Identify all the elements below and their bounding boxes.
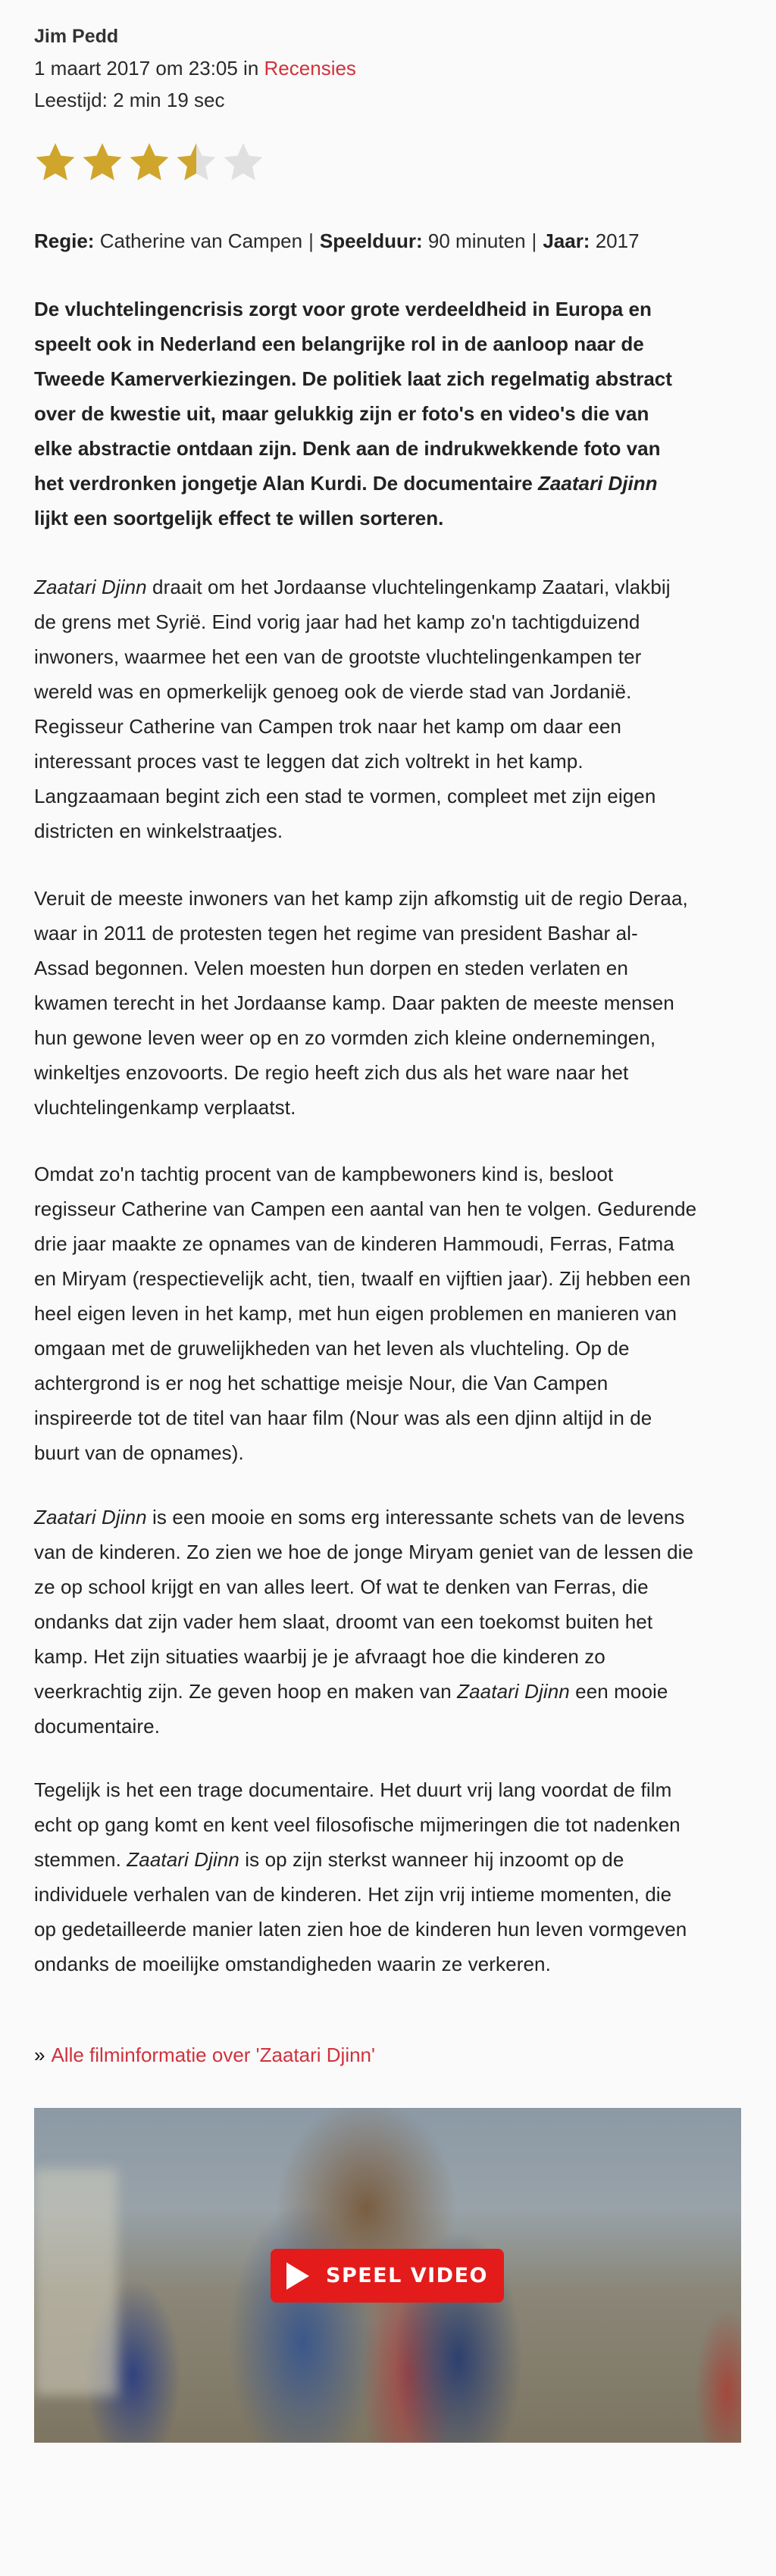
text-line <box>34 292 746 326</box>
director-value: Catherine van Campen <box>99 229 303 252</box>
text-line <box>34 916 746 951</box>
author-name: Jim Pedd <box>34 26 119 47</box>
text-segment: Veruit de meeste inwoners van het kamp zijn afkomstig uit de regio Deraa, <box>34 887 688 910</box>
text-line <box>34 396 746 431</box>
film-title-italic: Zaatari Djinn <box>538 472 658 495</box>
text-segment: veerkrachtig zijn. Ze geven hoop en maken van <box>34 1680 458 1703</box>
text-segment: omgaan met de gruwelijkheden van het leven als vluchteling. Op de <box>34 1337 630 1360</box>
body-paragraph <box>34 1157 746 1470</box>
text-line <box>34 1020 746 1055</box>
text-line <box>34 1842 746 1877</box>
text-segment: een mooie <box>569 1680 668 1703</box>
star-full-icon <box>34 141 77 183</box>
text-segment: documentaire. <box>34 1715 161 1738</box>
text-segment: heel eigen leven in het kamp, met hun eigen problemen en manieren van <box>34 1302 677 1325</box>
body-paragraph <box>34 1772 746 1981</box>
text-line <box>34 326 746 361</box>
text-line <box>34 1296 746 1331</box>
film-info-link[interactable]: Alle filminformatie over 'Zaatari Djinn' <box>51 2044 375 2066</box>
text-line <box>34 501 746 535</box>
text-line <box>34 1569 746 1604</box>
text-line <box>34 813 746 848</box>
play-icon <box>286 2262 309 2290</box>
film-title-italic: Zaatari Djinn <box>127 1848 239 1871</box>
text-line <box>34 1807 746 1842</box>
text-segment: kwamen terecht in het Jordaanse kamp. Daar pakten de meeste mensen <box>34 991 674 1014</box>
star-half-icon <box>175 141 217 183</box>
play-video-button[interactable] <box>271 2249 504 2303</box>
text-line <box>34 1947 746 1981</box>
text-line <box>34 1912 746 1947</box>
text-line <box>34 1331 746 1366</box>
text-segment: Omdat zo'n tachtig procent van de kampbewoners kind is, besloot <box>34 1163 614 1185</box>
text-segment: winkeltjes enzovoorts. De regio heeft zich dus als het ware naar het <box>34 1061 629 1084</box>
text-line <box>34 466 746 501</box>
intro-paragraph <box>34 292 746 535</box>
text-line <box>34 1877 746 1912</box>
text-line <box>34 1435 746 1470</box>
body-paragraph <box>34 881 746 1125</box>
text-line <box>34 985 746 1020</box>
text-line <box>34 1500 746 1535</box>
text-segment: ze op school krijgt en van alles leert. Of wat te denken van Ferras, die <box>34 1575 649 1598</box>
text-line <box>34 1090 746 1125</box>
text-line <box>34 881 746 916</box>
text-segment: achtergrond is er nog het schattige meisje Nour, die Van Campen <box>34 1372 609 1394</box>
star-full-icon <box>81 141 124 183</box>
text-line <box>34 1366 746 1400</box>
video-background-detail <box>34 2169 117 2396</box>
text-segment: inwoners, waarmee het een van de grootste vluchtelingenkampen ter <box>34 645 642 668</box>
text-line <box>34 1400 746 1435</box>
text-segment: ondanks dat zijn vader hem slaat, droomt van een toekomst buiten het <box>34 1610 653 1633</box>
text-line <box>34 709 746 744</box>
text-line <box>34 604 746 639</box>
separator: | <box>531 229 537 252</box>
text-segment: Tweede Kamerverkiezingen. De politiek laat zich regelmatig abstract <box>34 367 672 390</box>
text-segment: op gedetailleerde manier laten zien hoe de kinderen hun leven vormgeven <box>34 1918 687 1941</box>
text-segment: hun gewone leven weer op en zo vormden zich kleine ondernemingen, <box>34 1026 656 1049</box>
text-segment: inspireerde tot de titel van haar film (Nour was als een djinn altijd in de <box>34 1407 652 1429</box>
text-segment: ondanks de moeilijke omstandigheden waarin ze verkeren. <box>34 1953 551 1975</box>
text-line <box>34 1639 746 1674</box>
text-line <box>34 779 746 813</box>
text-segment: Regisseur Catherine van Campen trok naar het kamp om daar een <box>34 715 621 738</box>
text-line <box>34 1674 746 1709</box>
star-full-icon <box>128 141 171 183</box>
text-segment: districten en winkelstraatjes. <box>34 820 283 842</box>
text-segment: en Miryam (respectievelijk acht, tien, twaalf en vijftien jaar). Zij hebben een <box>34 1267 691 1290</box>
video-thumbnail[interactable] <box>34 2108 741 2443</box>
director-label: Regie: <box>34 229 95 252</box>
text-segment: echt op gang komt en kent veel filosofische mijmeringen die tot nadenken <box>34 1813 681 1836</box>
text-segment: individuele verhalen van de kinderen. Het zijn vrij intieme momenten, die <box>34 1883 672 1906</box>
text-segment: Assad begonnen. Velen moesten hun dorpen en steden verlaten en <box>34 957 628 979</box>
text-line <box>34 674 746 709</box>
text-segment: van de kinderen. Zo zien we hoe de jonge Miryam geniet van de lessen die <box>34 1541 694 1563</box>
reading-time: Leestijd: 2 min 19 sec <box>34 89 225 111</box>
film-title-italic: Zaatari Djinn <box>457 1680 570 1703</box>
text-segment: de grens met Syrië. Eind vorig jaar had het kamp zo'n tachtigduizend <box>34 610 640 633</box>
year-label: Jaar: <box>543 229 590 252</box>
text-line <box>34 431 746 466</box>
text-segment: lijkt een soortgelijk effect te willen sorteren. <box>34 507 444 529</box>
post-date <box>34 55 356 82</box>
play-video-label: SPEEL VIDEO <box>326 2264 488 2287</box>
film-credits <box>34 226 640 255</box>
text-segment: regisseur Catherine van Campen een aantal van hen te volgen. Gedurende <box>34 1197 697 1220</box>
text-segment: Langzaamaan begint zich een stad te vormen, compleet met zijn eigen <box>34 785 656 807</box>
text-segment: elke abstractie ontdaan zijn. Denk aan de indrukwekkende foto van <box>34 437 661 460</box>
text-line <box>34 951 746 985</box>
film-info-link-row <box>34 2041 375 2069</box>
text-line <box>34 1261 746 1296</box>
text-segment: stemmen. <box>34 1848 127 1871</box>
film-title-italic: Zaatari Djinn <box>34 1506 147 1528</box>
body-paragraph <box>34 1500 746 1744</box>
text-line <box>34 1709 746 1744</box>
star-empty-icon <box>222 141 264 183</box>
year-value: 2017 <box>595 229 640 252</box>
text-line <box>34 361 746 396</box>
text-line <box>34 1226 746 1261</box>
text-line <box>34 1191 746 1226</box>
text-segment: het verdronken jongetje Alan Kurdi. De documentaire <box>34 472 539 495</box>
text-line <box>34 1772 746 1807</box>
text-segment: draait om het Jordaanse vluchtelingenkamp Zaatari, vlakbij <box>146 576 671 598</box>
text-line <box>34 1604 746 1639</box>
text-segment: Tegelijk is het een trage documentaire. Het duurt vrij lang voordat de film <box>34 1778 672 1801</box>
text-line <box>34 744 746 779</box>
text-segment: buurt van de opnames). <box>34 1441 244 1464</box>
post-date-text: 1 maart 2017 om 23:05 in <box>34 57 264 80</box>
text-segment: is een mooie en soms erg interessante schets van de levens <box>146 1506 685 1528</box>
separator: | <box>308 229 314 252</box>
text-segment: speelt ook in Nederland een belangrijke rol in de aanloop naar de <box>34 333 644 355</box>
text-segment: De vluchtelingencrisis zorgt voor grote verdeeldheid in Europa en <box>34 298 652 320</box>
text-segment: waar in 2011 de protesten tegen het regime van president Bashar al- <box>34 922 638 945</box>
runtime-value: 90 minuten <box>427 229 526 252</box>
text-segment: vluchtelingenkamp verplaatst. <box>34 1096 296 1119</box>
text-segment: interessant proces vast te leggen dat zich voltrekt in het kamp. <box>34 750 584 773</box>
star-rating <box>34 141 264 183</box>
text-line <box>34 570 746 604</box>
text-line <box>34 1535 746 1569</box>
film-title-italic: Zaatari Djinn <box>34 576 147 598</box>
text-line <box>34 1055 746 1090</box>
body-paragraph <box>34 570 746 848</box>
raquo-icon: » <box>34 2044 45 2066</box>
text-line <box>34 1157 746 1191</box>
text-segment: drie jaar maakte ze opnames van de kinderen Hammoudi, Ferras, Fatma <box>34 1232 674 1255</box>
category-link[interactable]: Recensies <box>264 57 356 80</box>
text-segment: wereld was en opmerkelijk genoeg ook de vierde stad van Jordanië. <box>34 680 632 703</box>
text-segment: is op zijn sterkst wanneer hij inzoomt op de <box>239 1848 624 1871</box>
text-segment: over de kwestie uit, maar gelukkig zijn er foto's en video's die van <box>34 402 649 425</box>
text-segment: kamp. Het zijn situaties waarbij je je afvraagt hoe die kinderen zo <box>34 1645 605 1668</box>
runtime-label: Speelduur: <box>319 229 423 252</box>
text-line <box>34 639 746 674</box>
